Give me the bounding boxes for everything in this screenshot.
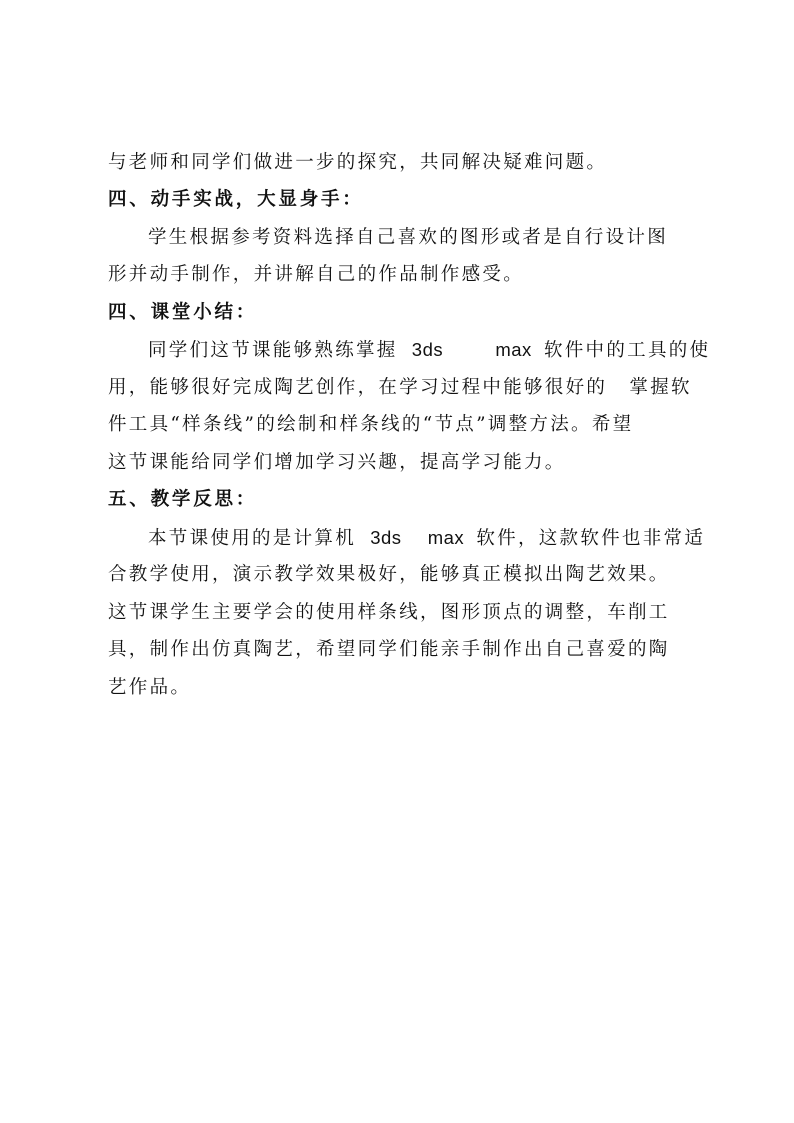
- text-run: max: [427, 527, 465, 548]
- text-run: 软件中的工具的使: [543, 340, 711, 361]
- section-heading-reflection: 五、教学反思：: [108, 489, 258, 510]
- text-run: 3ds: [411, 339, 444, 360]
- text-run: 同学们这节课能够熟练掌握: [148, 340, 398, 361]
- paragraph-line: 艺作品。: [108, 677, 192, 698]
- paragraph-line: [108, 376, 692, 400]
- text-run: max: [495, 339, 532, 360]
- paragraph-line: [148, 338, 710, 363]
- text-run: 3ds: [370, 527, 402, 548]
- section-heading-practice: 四、动手实战，大显身手：: [108, 189, 364, 210]
- text-run: 掌握软: [629, 377, 692, 398]
- text-run: 软件，这款软件也非常适: [476, 528, 706, 549]
- paragraph-line: 形并动手制作，并讲解自己的作品制作感受。: [108, 264, 525, 285]
- paragraph-line: 具，制作出仿真陶艺，希望同学们能亲手制作出自己喜爱的陶: [108, 639, 670, 660]
- paragraph-line: 学生根据参考资料选择自己喜欢的图形或者是自行设计图: [148, 227, 669, 248]
- paragraph-line: 这节课能给同学们增加学习兴趣，提高学习能力。: [108, 452, 566, 473]
- text-run: 本节课使用的是计算机: [148, 528, 357, 549]
- paragraph-line: 与老师和同学们做进一步的探究，共同解决疑难问题。: [108, 152, 608, 173]
- paragraph-line: [148, 526, 705, 551]
- section-heading-summary: 四、课堂小结：: [108, 302, 258, 323]
- paragraph-line: 这节课学生主要学会的使用样条线，图形顶点的调整，车削工: [108, 602, 670, 623]
- paragraph-line: 件工具“样条线”的绘制和样条线的“节点”调整方法。希望: [108, 414, 634, 435]
- paragraph-line: 合教学使用，演示教学效果极好，能够真正模拟出陶艺效果。: [108, 564, 670, 585]
- text-run: 用，能够很好完成陶艺创作，在学习过程中能够很好的: [108, 377, 608, 398]
